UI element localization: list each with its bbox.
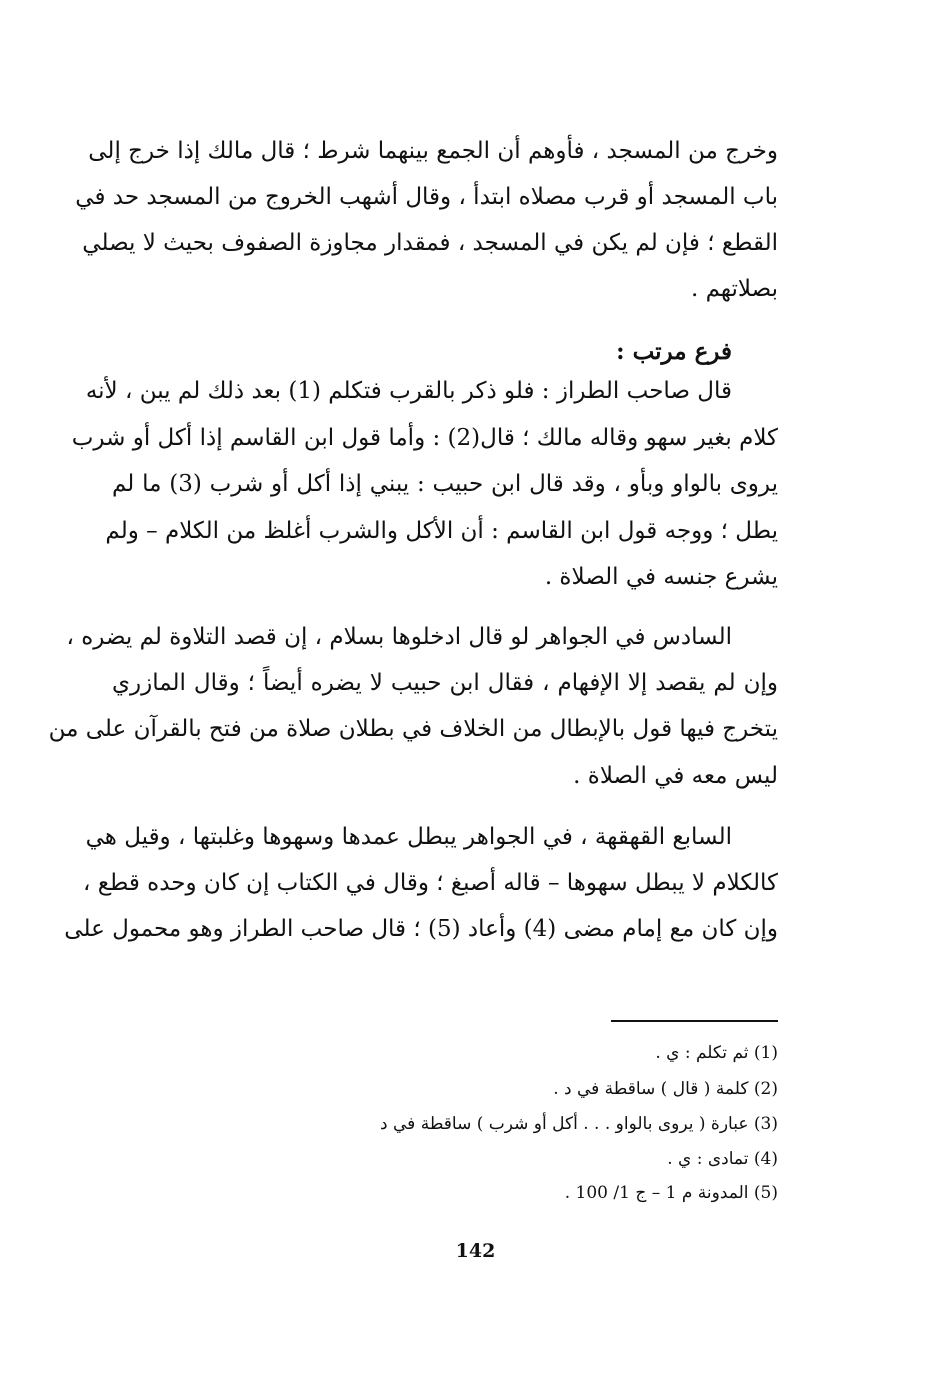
- body-line: وإن لم يقصد إلا الإفهام ، فقال ابن حبيب لا يضره أيضاً ؛ وقال المازري: [112, 670, 778, 696]
- footnote-separator: [611, 1020, 778, 1022]
- body-line: كالكلام لا يبطل سهوها – قاله أصبغ ؛ وقال في الكتاب إن كان وحده قطع ،: [83, 870, 778, 896]
- body-line: وخرج من المسجد ، فأوهم أن الجمع بينهما شرط ؛ قال مالك إذا خرج إلى: [88, 138, 778, 164]
- footnote: (3) عبارة ( يروى بالواو . . . أكل أو شرب ) ساقطة في د: [380, 1114, 778, 1134]
- section-heading: فرع مرتب :: [616, 338, 732, 365]
- body-line: ليس معه في الصلاة .: [573, 763, 778, 789]
- body-line: يطل ؛ ووجه قول ابن القاسم : أن الأكل والشرب أغلظ من الكلام – ولم: [105, 518, 778, 544]
- body-line: كلام بغير سهو وقاله مالك ؛ قال(2) : وأما قول ابن القاسم إذا أكل أو شرب: [71, 425, 778, 451]
- body-line: السادس في الجواهر لو قال ادخلوها بسلام ، إن قصد التلاوة لم يضره ،: [66, 624, 732, 650]
- body-line: يروى بالواو وبأو ، وقد قال ابن حبيب : يبني إذا أكل أو شرب (3) ما لم: [112, 471, 778, 497]
- body-line: السابع القهقهة ، في الجواهر يبطل عمدها وسهوها وغلبتها ، وقيل هي: [85, 824, 732, 850]
- footnote: (1) ثم تكلم : ي .: [655, 1043, 778, 1063]
- body-line: قال صاحب الطراز : فلو ذكر بالقرب فتكلم (1) بعد ذلك لم يبن ، لأنه: [85, 378, 732, 404]
- page-number: 142: [455, 1240, 496, 1262]
- footnote: (5) المدونة م 1 – ج 1/ 100 .: [564, 1183, 778, 1203]
- body-line: بصلاتهم .: [690, 276, 778, 302]
- body-line: يشرع جنسه في الصلاة .: [544, 564, 778, 590]
- body-line: القطع ؛ فإن لم يكن في المسجد ، فمقدار مجاوزة الصفوف بحيث لا يصلي: [82, 230, 778, 256]
- body-line: يتخرج فيها قول بالإبطال من الخلاف في بطلان صلاة من فتح بالقرآن على من: [48, 716, 778, 742]
- footnote: (2) كلمة ( قال ) ساقطة في د .: [553, 1079, 778, 1099]
- body-line: باب المسجد أو قرب مصلاه ابتدأ ، وقال أشهب الخروج من المسجد حد في: [75, 184, 778, 210]
- footnote: (4) تمادى : ي .: [667, 1149, 778, 1169]
- body-line: وإن كان مع إمام مضى (4) وأعاد (5) ؛ قال صاحب الطراز وهو محمول على: [64, 916, 778, 942]
